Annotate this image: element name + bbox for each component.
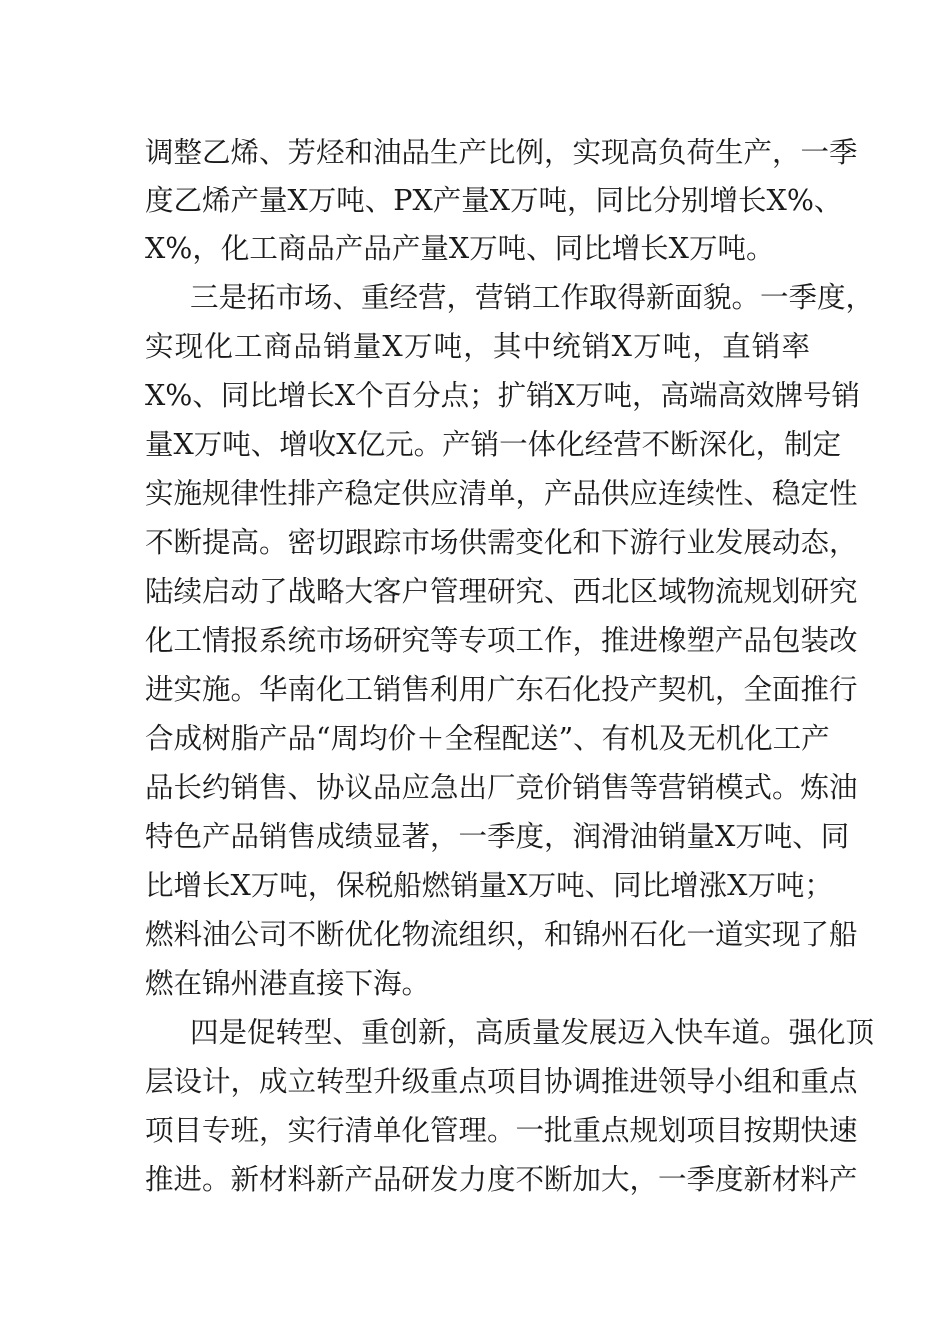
text-line: X%、同比增长X个百分点；扩销X万吨，高端高效牌号销: [145, 379, 860, 412]
text-line: 项目专班，实行清单化管理。一批重点规划项目按期快速: [145, 1114, 858, 1147]
text-line: 特色产品销售成绩显著，一季度，润滑油销量X万吨、同: [145, 820, 850, 853]
text-line: 燃料油公司不断优化物流组织，和锦州石化一道实现了船: [145, 918, 858, 951]
text-line: 推进。新材料新产品研发力度不断加大，一季度新材料产: [145, 1163, 858, 1196]
text-line: X%，化工商品产品产量X万吨、同比增长X万吨。: [145, 232, 775, 265]
text-line: 实施规律性排产稳定供应清单，产品供应连续性、稳定性: [145, 477, 858, 510]
text-line: 不断提高。密切跟踪市场供需变化和下游行业发展动态，: [145, 526, 858, 559]
text-line: 调整乙烯、芳烃和油品生产比例，实现高负荷生产，一季: [145, 136, 858, 169]
text-line: 合成树脂产品“周均价＋全程配送”、有机及无机化工产: [145, 722, 830, 755]
paragraph-start-line: 四是促转型、重创新，高质量发展迈入快车道。强化顶: [190, 1016, 875, 1049]
text-line: 进实施。华南化工销售利用广东石化投产契机，全面推行: [145, 673, 858, 706]
paragraph-start-line: 三是拓市场、重经营，营销工作取得新面貌。一季度，: [190, 281, 875, 314]
text-line: 比增长X万吨，保税船燃销量X万吨、同比增涨X万吨；: [145, 869, 833, 902]
text-line: 量X万吨、增收X亿元。产销一体化经营不断深化，制定: [145, 428, 842, 461]
text-line: 度乙烯产量X万吨、PX产量X万吨，同比分别增长X%、: [145, 184, 843, 217]
text-line: 层设计，成立转型升级重点项目协调推进领导小组和重点: [145, 1065, 858, 1098]
text-line: 燃在锦州港直接下海。: [145, 967, 431, 1000]
text-line: 实现化工商品销量X万吨，其中统销X万吨，直销率: [145, 330, 810, 363]
text-line: 化工情报系统市场研究等专项工作，推进橡塑产品包装改: [145, 624, 858, 657]
text-line: 陆续启动了战略大客户管理研究、西北区域物流规划研究: [145, 575, 858, 608]
text-line: 品长约销售、协议品应急出厂竞价销售等营销模式。炼油: [145, 771, 858, 804]
